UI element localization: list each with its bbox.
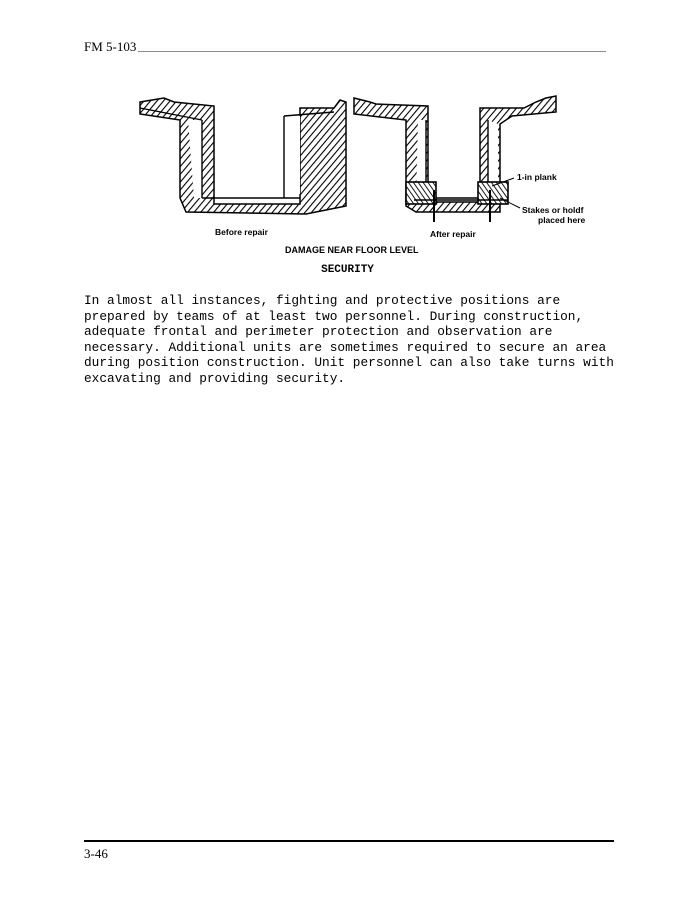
repair-figure (136, 94, 586, 259)
before-repair-label: Before repair (215, 227, 268, 237)
section-heading: SECURITY (321, 264, 374, 276)
after-repair-label: After repair (430, 229, 476, 239)
stakes-callout-line2: placed here (538, 215, 586, 225)
after-repair-trench (354, 96, 556, 222)
footer-rule (84, 840, 614, 842)
figure-caption: DAMAGE NEAR FLOOR LEVEL (285, 245, 419, 255)
body-paragraph: In almost all instances, fighting and protective positions are prepared by teams of at least two personnel. During construction, adequate frontal and perimeter protection and observation are necessary. Additional units are sometimes required to secure an area during position construction. Unit personnel can also take turns with excavating and providing security. (84, 293, 614, 386)
header-rule (138, 51, 606, 52)
before-repair-trench (140, 98, 346, 214)
page-header (84, 40, 606, 54)
manual-id: FM 5-103 (84, 39, 137, 54)
page-number: 3-46 (84, 846, 108, 861)
plank-callout: 1-in plank (517, 172, 557, 182)
stakes-callout-line1: Stakes or holdf (522, 205, 584, 215)
trench-illustration (136, 94, 586, 259)
